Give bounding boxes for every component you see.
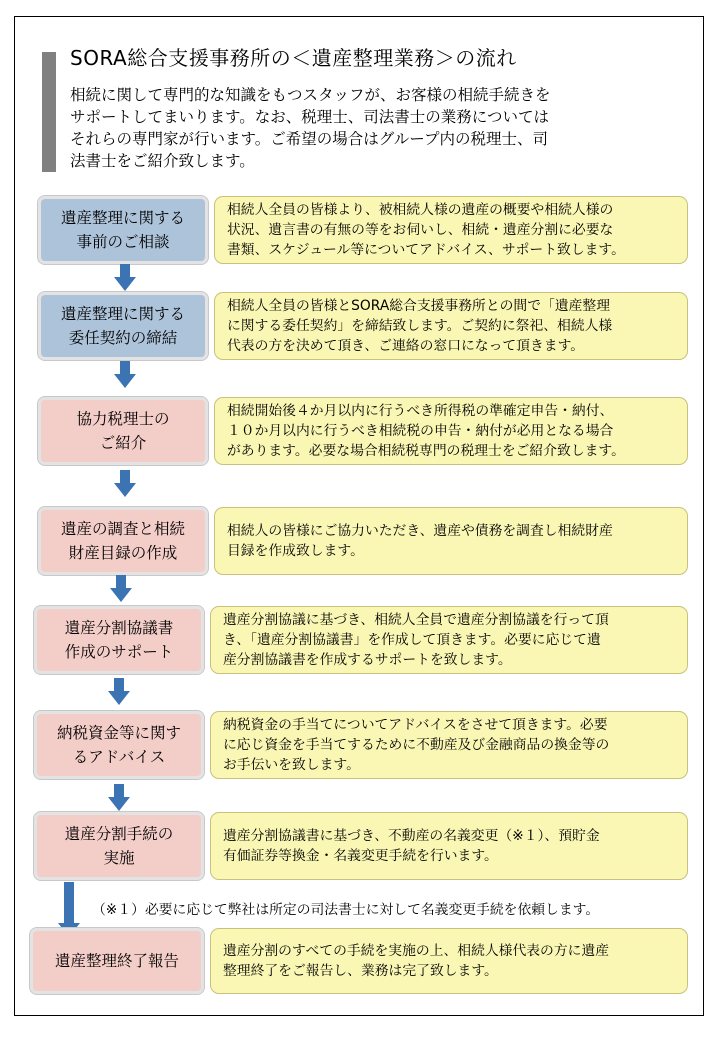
step-box-2 [38, 292, 208, 360]
page-title: SORA総合支援事務所の＜遺産整理業務＞の流れ [70, 46, 517, 70]
desc-line: 代表の方を決めて頂き、ご連絡の窓口になって頂きます。 [227, 338, 585, 354]
step-desc-7 [210, 812, 688, 880]
step-desc-4 [214, 507, 688, 575]
step-label-line: 遺産分割協議書 [64, 619, 174, 637]
down-arrow-icon [108, 784, 130, 812]
desc-line: 産分割協議書を作成するサポートを致します。 [223, 652, 512, 668]
down-arrow-icon [114, 470, 136, 498]
desc-line: 状況、遺言書の有無の等をお伺いし、相続・遺産分割に必要な [227, 222, 614, 238]
step-desc-3 [214, 397, 688, 465]
step-desc-1 [214, 196, 688, 264]
step-label-line: 財産目録の作成 [68, 544, 178, 562]
desc-line: に応じ資金を手当てするために不動産及び金融商品の換金等の [223, 737, 610, 753]
desc-line: 相続人全員の皆様より、被相続人様の遺産の概要や相続人様の [227, 202, 614, 218]
down-arrow-icon [110, 575, 132, 603]
step-box-3 [38, 397, 208, 465]
desc-line: 相続開始後４か月以内に行うべき所得税の準確定申告・納付、 [227, 403, 614, 419]
desc-line: 遺産分割のすべての手続を実施の上、相続人様代表の方に遺産 [223, 943, 610, 959]
step-box-7 [34, 812, 204, 880]
step-box-8 [30, 928, 204, 994]
intro-line: それらの専門家が行います。ご希望の場合はグループ内の税理士、司 [70, 130, 549, 148]
step-label-line: 事前のご相談 [76, 233, 170, 251]
step-label-line: 遺産の調査と相続 [60, 520, 185, 538]
step-label-line: 遺産整理終了報告 [54, 952, 179, 970]
desc-line: 遺産分割協議に基づき、相続人全員で遺産分割協議を行って頂 [223, 612, 609, 628]
desc-line: 納税資金の手当てについてアドバイスをさせて頂きます。必要 [223, 717, 608, 733]
desc-line: お手伝いを致します。 [223, 757, 360, 773]
step-label-line: 委任契約の締結 [68, 329, 178, 347]
step-desc-6 [210, 711, 688, 779]
intro-line: 法書士をご紹介致します。 [70, 152, 255, 170]
step-label-line: 作成のサポート [64, 643, 174, 661]
step-label-line: 納税資金等に関す [56, 724, 181, 742]
intro-line: 相続に関して専門的な知識をもつスタッフが、お客様の相続手続きを [70, 86, 551, 104]
desc-line: 目録を作成致します。 [227, 543, 364, 559]
desc-line: き、「遺産分割協議書」を作成して頂きます。必要に応じて遺 [223, 632, 601, 648]
step-desc-8 [210, 928, 688, 994]
step-box-5 [34, 606, 204, 674]
desc-line: 有価証券等換金・名義変更手続を行います。 [223, 848, 498, 864]
desc-line: 書類、スケジュール等についてアドバイス、サポート致します。 [227, 242, 625, 258]
intro-text [70, 84, 690, 172]
step-label-line: 遺産分割手続の [64, 825, 174, 843]
step-label-line: るアドバイス [72, 748, 166, 766]
desc-line: １０か月以内に行うべき相続税の申告・納付が必用となる場合 [227, 423, 614, 439]
step-box-4 [38, 507, 208, 575]
step-box-1 [38, 196, 208, 264]
step-desc-2 [214, 292, 688, 360]
desc-line: に関する委任契約」を締結致します。ご契約に祭祀、相続人様 [227, 318, 613, 334]
step-label-line: 協力税理士の [76, 410, 170, 428]
desc-line: があります。必要な場合相続税専門の税理士をご紹介致します。 [227, 443, 625, 459]
desc-line: 相続人の皆様にご協力いただき、遺産や債務を調査し相続財産 [227, 523, 613, 539]
step-box-6 [34, 711, 204, 779]
desc-line: 整理終了をご報告し、業務は完了致します。 [223, 963, 498, 979]
desc-line: 相続人全員の皆様とSORA総合支援事務所との間で「遺産整理 [227, 298, 611, 314]
desc-line: 遺産分割協議書に基づき、不動産の名義変更（※１）、預貯金 [223, 828, 600, 844]
step-label-line: 実施 [103, 849, 135, 867]
title-accent-bar [42, 52, 56, 172]
down-arrow-icon [114, 361, 136, 389]
step-desc-5 [210, 606, 688, 674]
footnote: （※１）必要に応じて弊社は所定の司法書士に対して名義変更手続を依頼します。 [92, 902, 600, 918]
down-arrow-icon [114, 264, 136, 292]
step-label-line: 遺産整理に関する [60, 209, 185, 227]
intro-line: サポートしてまいります。なお、税理士、司法書士の業務については [70, 108, 549, 126]
down-arrow-icon [108, 678, 130, 706]
step-label-line: 遺産整理に関する [60, 305, 185, 323]
step-label-line: ご紹介 [99, 434, 147, 452]
